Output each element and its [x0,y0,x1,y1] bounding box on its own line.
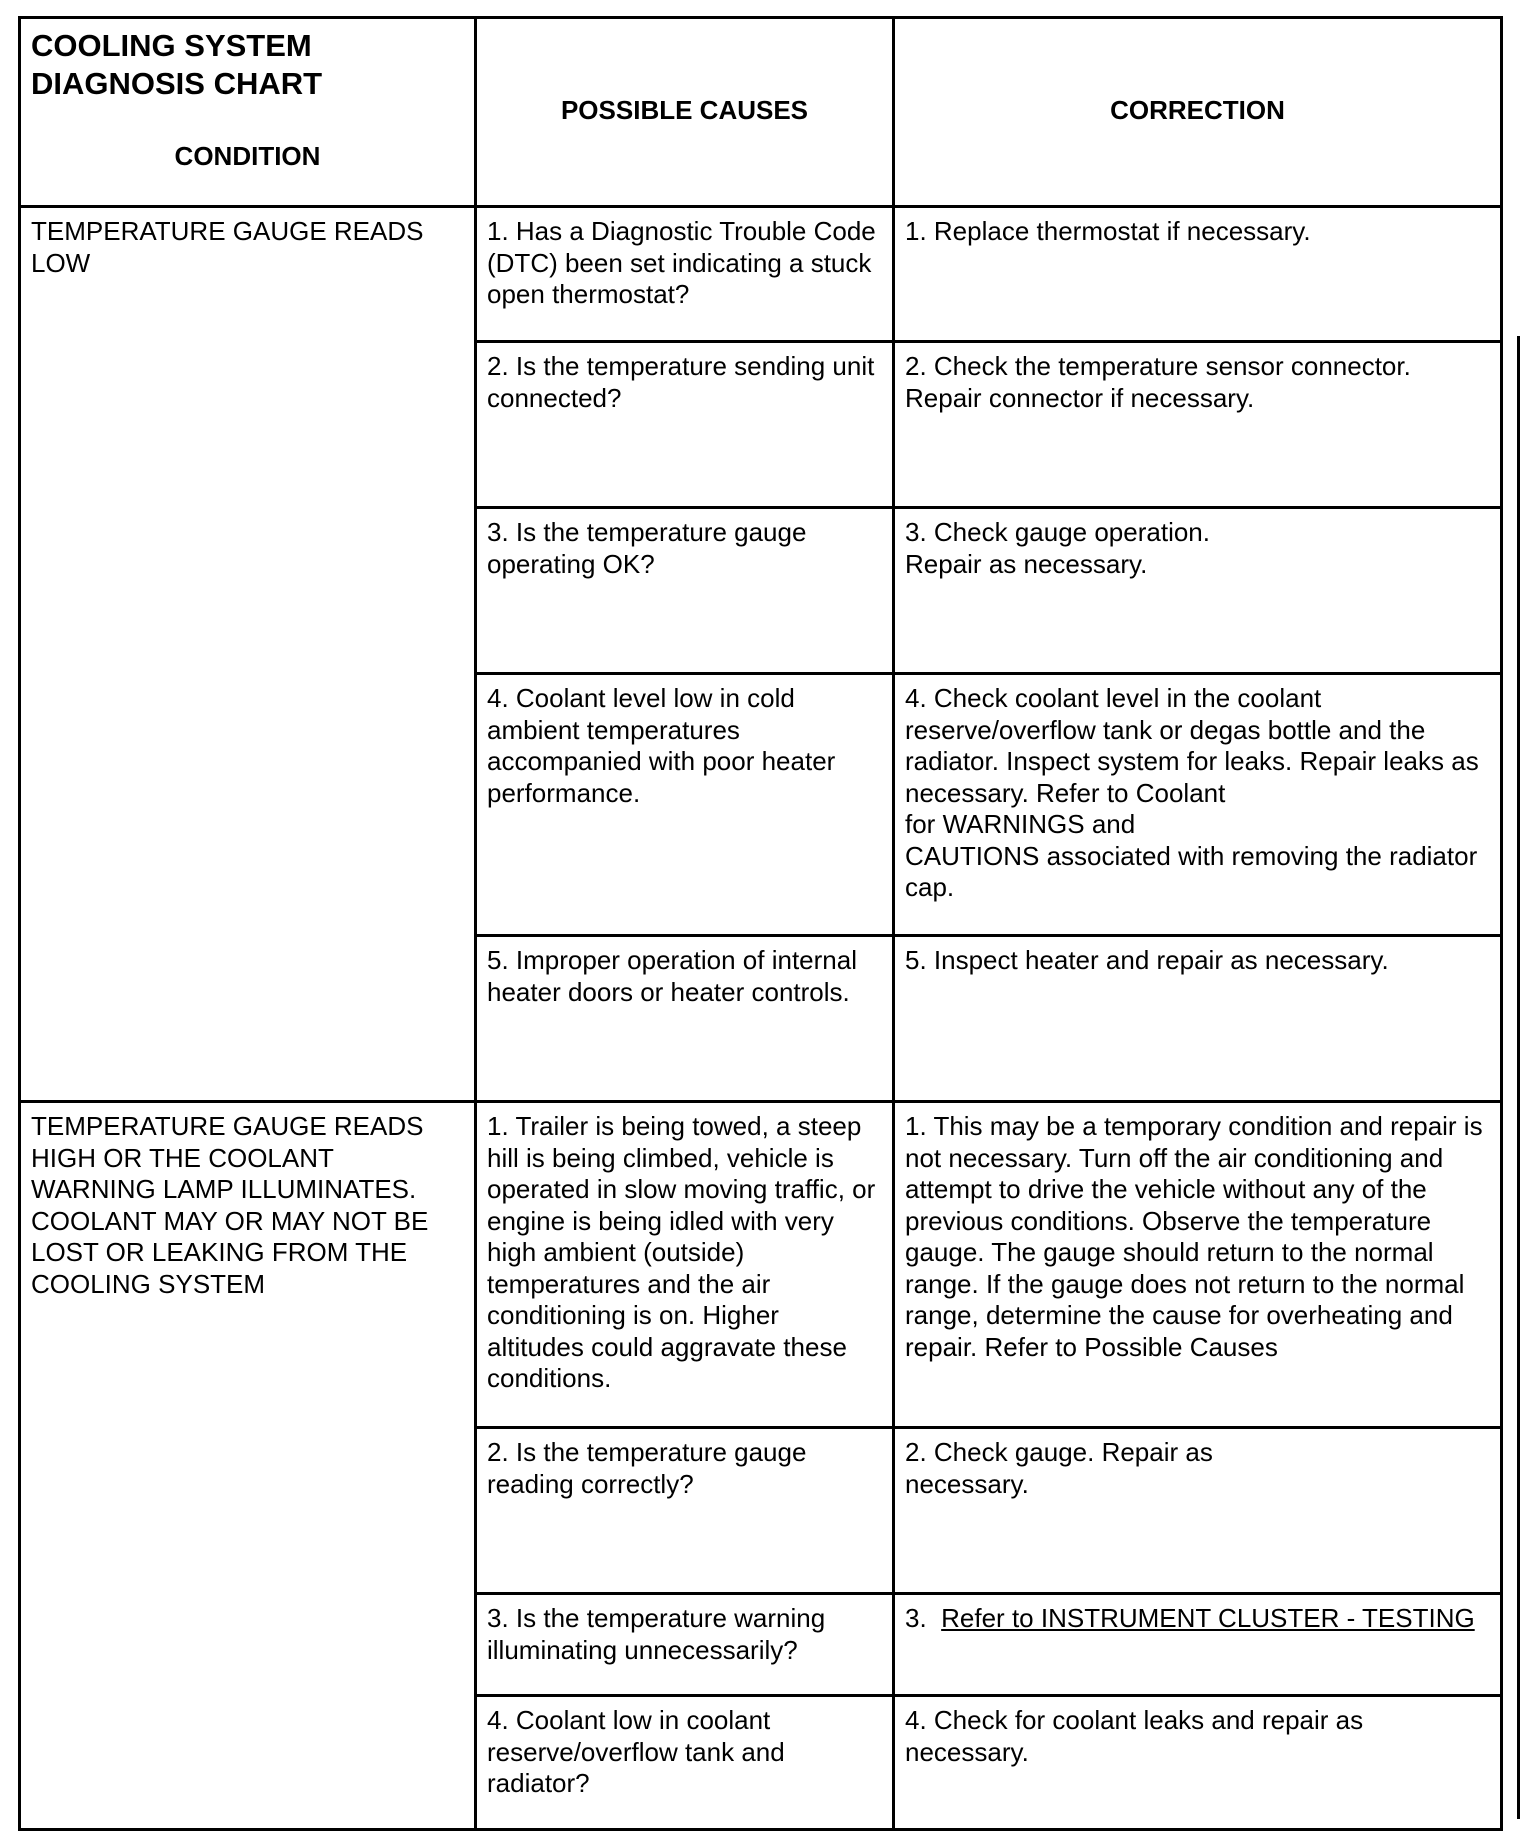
cause-cell: 2. Is the temperature gauge reading correctly? [476,1428,894,1594]
header-causes-cell [476,18,894,207]
correction-cell: 2. Check the temperature sensor connector. Repair connector if necessary. [894,342,1502,508]
correction-header: CORRECTION [1110,95,1285,125]
chart-title: COOLING SYSTEM DIAGNOSIS CHART [31,28,323,101]
cause-cell: 1. Has a Diagnostic Trouble Code (DTC) been set indicating a stuck open thermostat? [476,207,894,342]
condition-cell: TEMPERATURE GAUGE READS LOW [20,207,476,1102]
header-row [20,18,1502,207]
correction-cell: 5. Inspect heater and repair as necessary. [894,936,1502,1102]
correction-cell: 4. Check coolant level in the coolant reserve/overflow tank or degas bottle and the radiator. Inspect system for leaks. Repair leaks as necessary. Refer to Coolant for WARNINGS and CAUTIONS associated with removing the radiator cap. [894,674,1502,936]
condition-cell: TEMPERATURE GAUGE READS HIGH OR THE COOLANT WARNING LAMP ILLUMINATES. COOLANT MAY OR MAY NOT BE LOST OR LEAKING FROM THE COOLING SYSTEM [20,1102,476,1830]
correction-cell: 3. Refer to INSTRUMENT CLUSTER - TESTING [894,1594,1502,1696]
correction-cell: 1. Replace thermostat if necessary. [894,207,1502,342]
cause-cell: 1. Trailer is being towed, a steep hill is being climbed, vehicle is operated in slow moving traffic, or engine is being idled with very high ambient (outside) temperatures and the air conditioning is on. Higher altitudes could aggravate these conditions. [476,1102,894,1428]
right-edge-rule [1517,336,1520,1819]
header-condition-cell [20,18,476,207]
cause-cell: 4. Coolant level low in cold ambient temperatures accompanied with poor heater performance. [476,674,894,936]
cause-cell: 3. Is the temperature gauge operating OK? [476,508,894,674]
diagnosis-chart [18,16,1500,1821]
cause-cell: 5. Improper operation of internal heater doors or heater controls. [476,936,894,1102]
cause-cell: 3. Is the temperature warning illuminating unnecessarily? [476,1594,894,1696]
cause-cell: 2. Is the temperature sending unit connected? [476,342,894,508]
correction-cell: 1. This may be a temporary condition and repair is not necessary. Turn off the air conditioning and attempt to drive the vehicle without any of the previous conditions. Observe the temperature gauge. The gauge should return to the normal range. If the gauge does not return to the normal range, determine the cause for overheating and repair. Refer to Possible Causes [894,1102,1502,1428]
correction-cell: 3. Check gauge operation. Repair as necessary. [894,508,1502,674]
instrument-cluster-testing-link[interactable]: Refer to INSTRUMENT CLUSTER - TESTING [941,1603,1475,1633]
header-correction-cell [894,18,1502,207]
cause-cell: 4. Coolant low in coolant reserve/overflow tank and radiator? [476,1696,894,1830]
possible-causes-header: POSSIBLE CAUSES [560,95,809,125]
correction-cell: 4. Check for coolant leaks and repair as necessary. [894,1696,1502,1830]
table-row [20,1102,1502,1428]
table-row [20,207,1502,342]
condition-header: CONDITION [174,141,321,171]
diagnosis-table [18,16,1503,1831]
correction-cell: 2. Check gauge. Repair as necessary. [894,1428,1502,1594]
